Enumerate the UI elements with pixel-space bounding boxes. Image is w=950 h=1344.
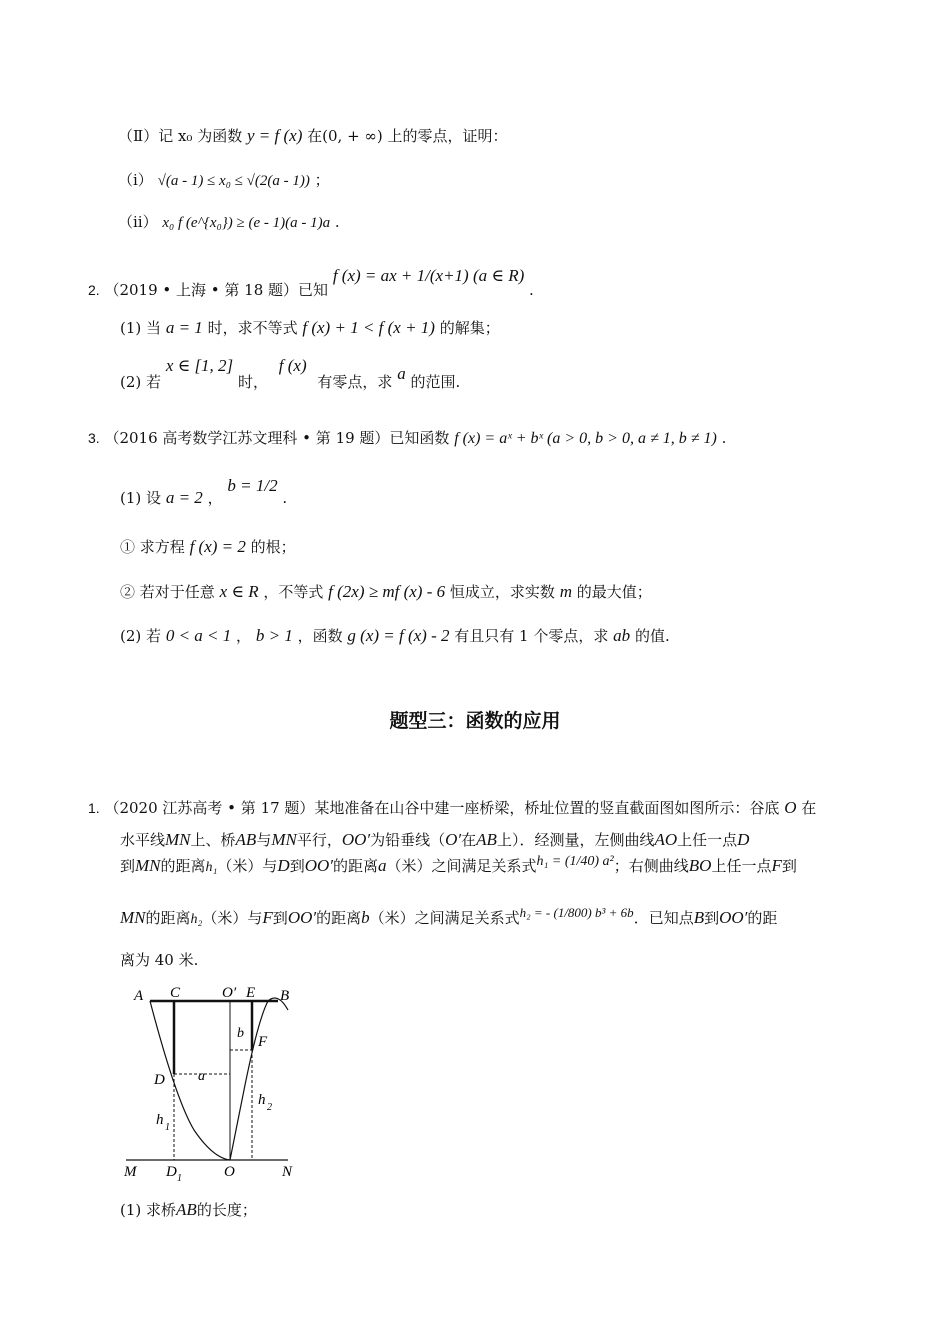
text-problem3-c2-cond: x ∈ R — [219, 582, 259, 601]
text-app1-l3k: （米）之间满足关系式 — [386, 857, 537, 875]
text-app1-q1c: 的长度； — [196, 1201, 257, 1219]
text-app1-l4l: ．已知点 — [633, 909, 694, 927]
text-problem2-q1-label: (1) 当 — [120, 319, 162, 337]
text-app1-l2i: 为铅垂线（ — [370, 831, 446, 849]
problem-3-q2 — [120, 626, 670, 646]
app-1-line-3 — [120, 856, 797, 878]
part-ii-i-line — [118, 170, 330, 191]
text-problem3-q2-comma: ， — [236, 627, 252, 645]
text-problem3-c2-mid2: 恒成立，求实数 — [449, 583, 555, 601]
label-h2: h — [258, 1092, 266, 1108]
text-problem2-q2-func: f (x) — [278, 356, 307, 375]
text-app1-l1a: （2020 江苏高考 • 第 17 题）某地准备在山谷中建一座桥梁，桥址位置的竖直截面图如图所示：谷底 — [104, 799, 780, 817]
text-app1-l2m: 上）．经测量，左侧曲线 — [496, 831, 655, 849]
math-y-eq-fx: y = f (x) — [247, 126, 303, 145]
text-app1-l4g: OO′ — [287, 908, 317, 927]
text-problem3-q2-tail: 的值. — [634, 627, 670, 645]
text-problem2-q2-tail: 的范围. — [410, 373, 461, 391]
text-problem3-q1-b: b = 1/2 — [227, 476, 278, 495]
text-app1-l2p: D — [737, 830, 750, 849]
text-problem2-q1-mid: 时，求不等式 — [207, 319, 298, 337]
text-part-ii-ii-label: （ⅱ） — [118, 213, 158, 231]
text-problem3-num: 3. — [88, 430, 100, 446]
label-a: a — [198, 1069, 205, 1084]
math-function-def: f (x) = ax + 1/(x+1) (a ∈ R) — [332, 266, 525, 285]
label-h2-sub: 2 — [267, 1102, 272, 1113]
problem-2-q2 — [120, 356, 461, 392]
text-problem2-q2-mid: 时， — [237, 373, 268, 391]
app-1-q1 — [120, 1200, 257, 1220]
label-B: B — [280, 988, 290, 1004]
math-inequality: f (x) + 1 < f (x + 1) — [302, 318, 435, 337]
text-app1-l4j: （米）之间满足关系式 — [369, 909, 520, 927]
text-app1-q1b: AB — [176, 1200, 197, 1219]
part-ii-ii-line — [118, 212, 340, 233]
text-problem2-source: （2019 • 上海 • 第 18 题）已知 — [104, 281, 329, 299]
label-N: N — [282, 1164, 293, 1180]
text-app1-l2a: 水平线 — [120, 831, 166, 849]
text-app1-l2b: MN — [165, 830, 191, 849]
text-app1-l4m: B — [693, 908, 705, 927]
problem-3-stem — [88, 428, 726, 449]
text-problem3-q1-comma: ， — [207, 489, 223, 507]
problem-3-c1 — [120, 537, 296, 557]
text-part-ii-ii-tail: . — [334, 213, 340, 231]
text-problem3-c1-label: ① 求方程 — [120, 538, 185, 556]
app-1-line-4 — [120, 905, 778, 930]
text-problem2-q2-var: a — [397, 364, 406, 383]
label-D1-sub: 1 — [177, 1173, 182, 1184]
text-app1-l2h: OO′ — [341, 830, 371, 849]
text-app1-l4c: h₂ — [190, 912, 203, 927]
text-app1-l3o: 上任一点 — [711, 857, 772, 875]
text-app1-l1b: O — [784, 798, 797, 817]
text-problem2-q2-label: (2) 若 — [120, 373, 162, 391]
app-1-line-1 — [88, 798, 816, 818]
part-ii-line — [118, 126, 508, 146]
text-app1-l4h: 的距离 — [316, 909, 362, 927]
text-app1-l2e: 与 — [256, 831, 272, 849]
text-part-ii-lead: （Ⅱ）记 x₀ 为函数 — [118, 127, 243, 145]
problem-3-c2 — [120, 582, 652, 602]
text-problem3-c2-ineq: f (2x) ≥ mf (x) - 6 — [328, 582, 446, 601]
text-problem3-c2-var: m — [559, 582, 572, 601]
text-problem3-q2-cond1: 0 < a < 1 — [165, 626, 232, 645]
text-app1-l2n: AO — [654, 830, 678, 849]
label-E: E — [246, 985, 256, 1001]
text-problem3-period: . — [721, 429, 727, 447]
text-app1-q1a: (1) 求桥 — [120, 1201, 177, 1219]
text-app1-l2c: 上、桥 — [190, 831, 236, 849]
text-app1-l4o: OO′ — [719, 908, 748, 927]
text-app1-l2g: 平行， — [296, 831, 342, 849]
text-app1-l3n: BO — [688, 856, 712, 875]
text-problem3-q1-a: a = 2 — [165, 488, 203, 507]
text-app1-l3l: h₁ = (1/40) a² — [536, 854, 614, 869]
text-app1-l4b: 的距离 — [145, 909, 191, 927]
text-app1-l4i: b — [361, 908, 370, 927]
text-problem2-period: . — [529, 281, 534, 299]
text-problem2-q2-cond: x ∈ [1, 2] — [165, 356, 234, 375]
label-A: A — [134, 988, 144, 1004]
label-O-prime: O′ — [222, 985, 237, 1001]
text-app1-l2k: 在 — [461, 831, 477, 849]
text-part-ii-tail: 在(0, + ∞) 上的零点，证明： — [307, 127, 508, 145]
text-app1-num: 1. — [88, 800, 100, 816]
label-D: D — [154, 1072, 165, 1088]
text-app1-l4n: 到 — [704, 909, 720, 927]
math-inequality-ii: x₀ f (e^{x₀}) ≥ (e - 1)(a - 1)a — [162, 215, 331, 231]
bridge-valley-figure — [118, 980, 318, 1185]
text-app1-l3a: 到 — [120, 857, 136, 875]
text-problem3-q2-func: g (x) = f (x) - 2 — [347, 626, 450, 645]
problem-2-q1 — [120, 318, 500, 338]
text-app1-l3i: 的距离 — [333, 857, 379, 875]
text-app1-l3p: F — [771, 856, 782, 875]
text-app1-l3e: （米）与 — [217, 857, 278, 875]
label-M: M — [124, 1164, 137, 1180]
problem-3-q1 — [120, 476, 288, 508]
text-problem3-c2-label: ② 若对于任意 — [120, 583, 215, 601]
text-problem3-q2-var: ab — [613, 626, 631, 645]
text-app1-l3d: h₁ — [205, 860, 218, 875]
app-1-line-2 — [120, 830, 749, 850]
label-b: b — [237, 1026, 244, 1041]
text-app1-l4e: F — [262, 908, 273, 927]
text-problem3-q2-mid2: 有且只有 1 个零点，求 — [454, 627, 609, 645]
text-app1-l2d: AB — [235, 830, 257, 849]
text-app1-l1c: 在 — [801, 799, 817, 817]
text-problem2-q1-tail: 的解集； — [439, 319, 500, 337]
text-app1-l4d: （米）与 — [202, 909, 263, 927]
label-h1-sub: 1 — [165, 1122, 170, 1133]
text-part-ii-i-tail: ； — [314, 171, 330, 189]
text-problem3-c2-mid: ，不等式 — [263, 583, 324, 601]
text-problem3-c1-eq: f (x) = 2 — [189, 537, 246, 556]
text-problem3-q1-label: (1) 设 — [120, 489, 162, 507]
text-app1-l3h: OO′ — [304, 856, 333, 875]
text-problem2-num: 2. — [88, 282, 100, 298]
text-app1-l2l: AB — [476, 830, 497, 849]
text-problem2-q2-mid2: 有零点，求 — [317, 373, 393, 391]
label-h1: h — [156, 1112, 164, 1128]
math-function-def: f (x) = aˣ + bˣ (a > 0, b > 0, a ≠ 1, b ≠ 1) — [454, 430, 717, 447]
text-app1-l4a: MN — [120, 908, 146, 927]
label-F: F — [258, 1034, 268, 1050]
text-app1-l3m: ；右侧曲线 — [613, 857, 689, 875]
text-problem3-q1-dot: . — [282, 489, 288, 507]
label-C: C — [170, 985, 181, 1001]
text-app1-l2f: MN — [271, 830, 297, 849]
math-inequality-i: √(a - 1) ≤ x₀ ≤ √(2(a - 1)) — [157, 173, 310, 189]
label-O: O — [224, 1164, 235, 1180]
text-part-ii-i-label: （ⅰ） — [118, 171, 153, 189]
text-app1-l3g: 到 — [289, 857, 305, 875]
text-app1-l4p: 的距 — [747, 909, 778, 927]
text-app1-l3f: D — [277, 856, 290, 875]
problem-2-stem — [88, 266, 534, 300]
text-app1-l3c: 的距离 — [160, 857, 206, 875]
text-problem2-q1-cond: a = 1 — [165, 318, 203, 337]
text-app1-l3j: a — [378, 856, 387, 875]
section-title: 题型三：函数的应用 — [389, 710, 561, 732]
text-app1-l3b: MN — [135, 856, 161, 875]
app-1-line-5: 离为 40 米. — [120, 951, 199, 969]
text-problem3-c1-tail: 的根； — [250, 538, 296, 556]
right-curve-BO — [230, 998, 288, 1160]
text-app1-l2j: O′ — [445, 830, 462, 849]
text-problem3-q2-mid: ，函数 — [297, 627, 343, 645]
text-app1-l4k: h₂ = - (1/800) b³ + 6b — [519, 905, 634, 920]
text-problem3-q2-label: (2) 若 — [120, 627, 162, 645]
text-app1-l2o: 上任一点 — [677, 831, 738, 849]
text-problem3-q2-cond2: b > 1 — [255, 626, 293, 645]
text-app1-l3q: 到 — [781, 857, 797, 875]
label-D1: D — [166, 1164, 177, 1180]
text-problem3-c2-tail: 的最大值； — [576, 583, 652, 601]
text-problem3-source: （2016 高考数学江苏文理科 • 第 19 题）已知函数 — [104, 429, 450, 447]
text-app1-l4f: 到 — [272, 909, 288, 927]
